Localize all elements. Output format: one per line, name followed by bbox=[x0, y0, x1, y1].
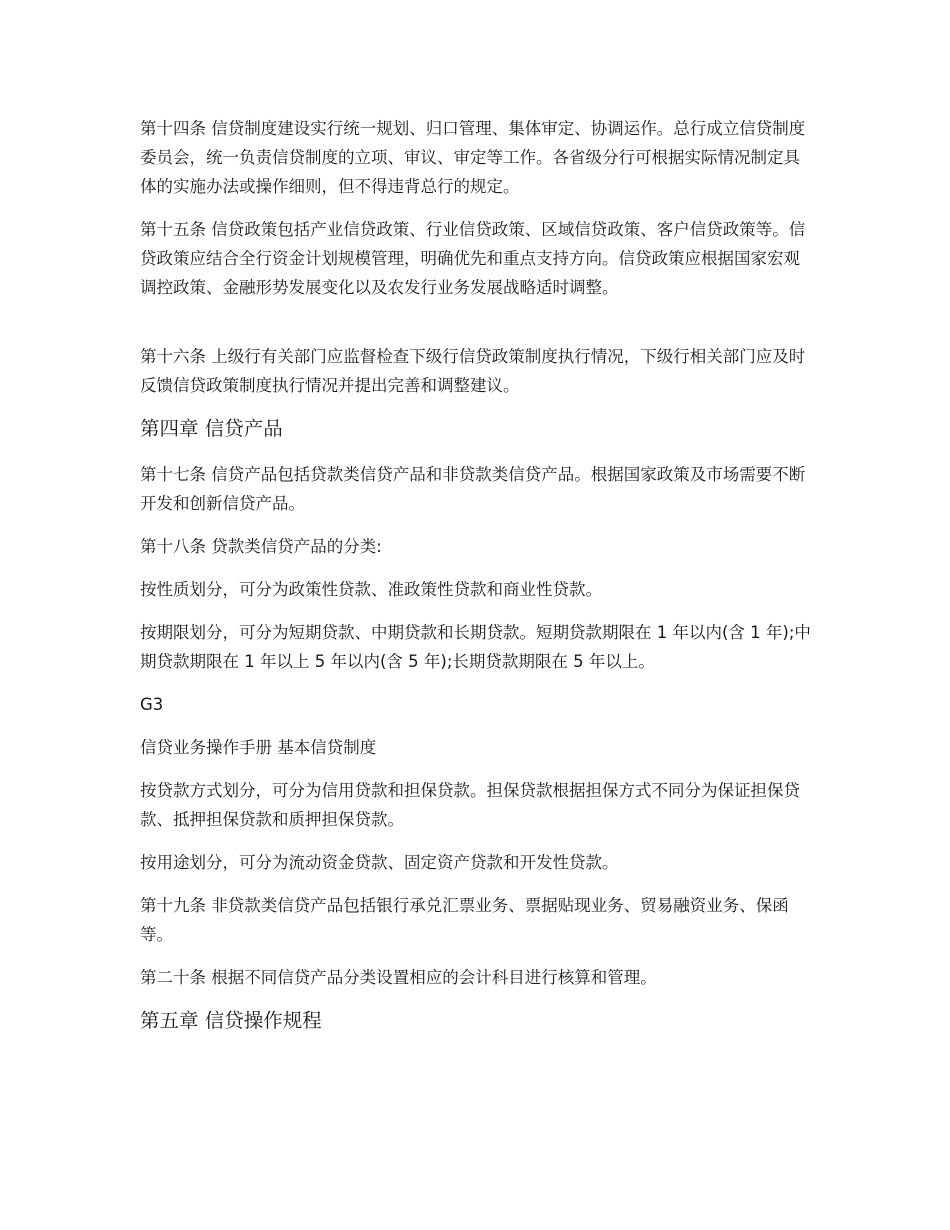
document-body bbox=[140, 114, 815, 1052]
classification-by-term: 按期限划分，可分为短期贷款、中期贷款和长期贷款。短期贷款期限在 1 年以内(含 1 年);中期贷款期限在 1 年以上 5 年以内(含 5 年);长期贷款期限在 5 年以上。 bbox=[140, 623, 811, 671]
classification-by-use: 按用途划分，可分为流动资金贷款、固定资产贷款和开发性贷款。 bbox=[140, 853, 619, 872]
classification-by-method: 按贷款方式划分，可分为信用贷款和担保贷款。担保贷款根据担保方式不同分为保证担保贷款、抵押担保贷款和质押担保贷款。 bbox=[140, 781, 800, 829]
classification-by-nature: 按性质划分，可分为政策性贷款、准政策性贷款和商业性贷款。 bbox=[140, 580, 602, 599]
running-header: 信贷业务操作手册 基本信贷制度 bbox=[140, 738, 377, 757]
page-mark: G3 bbox=[140, 695, 164, 714]
article-16: 第十六条 上级行有关部门应监督检查下级行信贷政策制度执行情况，下级行相关部门应及时反馈信贷政策制度执行情况并提出完善和调整建议。 bbox=[140, 347, 806, 395]
chapter-5-heading: 第五章 信贷操作规程 bbox=[140, 1009, 322, 1032]
article-20: 第二十条 根据不同信贷产品分类设置相应的会计科目进行核算和管理。 bbox=[140, 968, 657, 987]
article-17: 第十七条 信贷产品包括贷款类信贷产品和非贷款类信贷产品。根据国家政策及市场需要不断开发和创新信贷产品。 bbox=[140, 465, 806, 513]
article-15: 第十五条 信贷政策包括产业信贷政策、行业信贷政策、区域信贷政策、客户信贷政策等。信贷政策应结合全行资金计划规模管理，明确优先和重点支持方向。信贷政策应根据国家宏观调控政策、金融形势发展变化以及农发行业务发展战略适时调整。 bbox=[140, 220, 806, 297]
article-19: 第十九条 非贷款类信贷产品包括银行承兑汇票业务、票据贴现业务、贸易融资业务、保函等。 bbox=[140, 896, 789, 944]
article-14: 第十四条 信贷制度建设实行统一规划、归口管理、集体审定、协调运作。总行成立信贷制度委员会，统一负责信贷制度的立项、审议、审定等工作。各省级分行可根据实际情况制定具体的实施办法或操作细则，但不得违背总行的规定。 bbox=[140, 119, 806, 196]
article-18: 第十八条 贷款类信贷产品的分类: bbox=[140, 537, 382, 556]
chapter-4-heading: 第四章 信贷产品 bbox=[140, 417, 283, 440]
